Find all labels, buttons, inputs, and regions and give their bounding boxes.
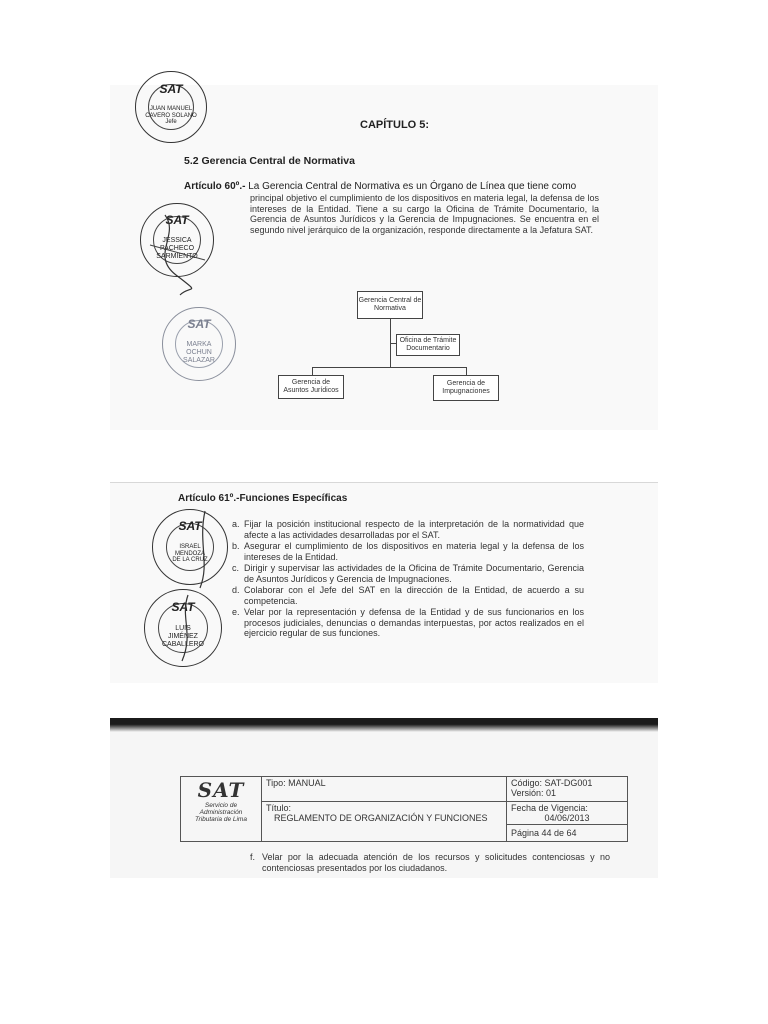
item-text: Velar por la adecuada atención de los recursos y solicitudes contenciosas y no contenciosas presentados por los ciudadanos. [262,852,610,873]
logo-cell [181,777,262,842]
scan-edge [110,718,658,732]
org-node-impugnaciones: Gerencia de Impugnaciones [433,375,499,401]
vigencia-label: Fecha de Vigencia: [511,803,588,813]
item-marker: d. [232,585,240,595]
item-text: Dirigir y supervisar las actividades de la Oficina de Trámite Documentario, Gerencia de Asuntos Jurídicos y Gerencia de Impugnaciones. [244,563,584,584]
sat-logo: SAT [197,778,245,802]
item-text: Fijar la posición institucional respecto de la interpretación de la normatividad que afecte a las actividades desarrolladas por el SAT. [244,519,584,540]
document-page-2 [110,482,658,683]
org-connector [312,367,467,368]
item-marker: c. [232,563,240,573]
version: Versión: 01 [511,788,557,798]
article-60-label: Artículo 60º.- [184,181,246,192]
vigencia-value: 04/06/2013 [544,813,590,823]
seal-name: MARKA OCHUN SALAZAR [183,341,215,364]
seal-name: JESSICA PACHECO SARMIENTO [156,237,198,260]
org-node-gerencia-central: Gerencia Central de Normativa [357,291,423,319]
titulo-value: REGLAMENTO DE ORGANIZACIÓN Y FUNCIONES [274,813,488,823]
item-text: Colaborar con el Jefe del SAT en la dirección de la Entidad, de acuerdo a su competencia. [244,585,584,606]
item-text: Asegurar el cumplimiento de los dispositivos en materia legal y la defensa de los intereses de la Entidad. [244,541,584,562]
codigo: Código: SAT-DG001 [511,778,593,788]
titulo-cell [262,802,507,842]
seal-name: JUAN MANUEL CAVERO SOLANO Jefe [145,106,197,125]
item-marker: b. [232,541,240,551]
org-node-oficina-tramite: Oficina de Trámite Documentario [396,334,460,356]
vigencia-cell [507,802,628,842]
section-heading: 5.2 Gerencia Central de Normativa [184,155,355,167]
pagina: Página 44 de 64 [511,828,577,838]
seal-brand: SAT [187,317,211,331]
seal-name: LUIS JIMÉNEZ CABALLERO [161,625,205,648]
tipo-cell: Tipo: MANUAL [262,777,507,802]
official-seal [162,307,236,381]
item-marker: f. [250,852,256,862]
article-60-first-line: La Gerencia Central de Normativa es un Órgano de Línea que tiene como [245,181,577,192]
seal-brand: SAT [159,82,183,96]
document-page-3 [110,718,658,878]
item-marker: a. [232,519,240,529]
org-connector [466,367,467,375]
article-60-body: principal objetivo el cumplimiento de los dispositivos en materia legal, la defensa de los intereses de la Entidad. Tiene a su cargo la Oficina de Trámite Documentario, la Gerencia de Asuntos Jurídicos y la Gerencia de Impugnaciones. Se encuentra en el segundo nivel jerárquico de la organización, responde directamente a la Jefatura SAT. [250,193,599,235]
list-item [250,852,610,873]
org-node-asuntos-juridicos: Gerencia de Asuntos Jurídicos [278,375,344,399]
signature-scribbles [110,483,658,683]
article-61-title: Artículo 61º.-Funciones Específicas [178,493,348,504]
seal-name: ISRAEL MENDOZA DE LA CRUZ [172,544,208,563]
item-text: Velar por la representación y defensa de la Entidad y de sus funcionarios en los procesos judiciales, denuncias o demandas interpuestas, por actos realizados en el ejercicio regular de sus funciones. [244,607,584,638]
item-marker: e. [232,607,240,617]
seal-brand: SAT [165,213,189,227]
sat-logo-subtitle: Servicio de Administración Tributaria de Lima [195,802,247,823]
seal-brand: SAT [178,519,202,533]
titulo-label: Título: [266,803,292,813]
seal-brand: SAT [171,600,195,614]
org-connector [312,367,313,375]
document-header-table [180,776,628,842]
document-page-1 [110,82,658,430]
chapter-heading: CAPÍTULO 5: [360,119,430,131]
codigo-cell [507,777,628,802]
